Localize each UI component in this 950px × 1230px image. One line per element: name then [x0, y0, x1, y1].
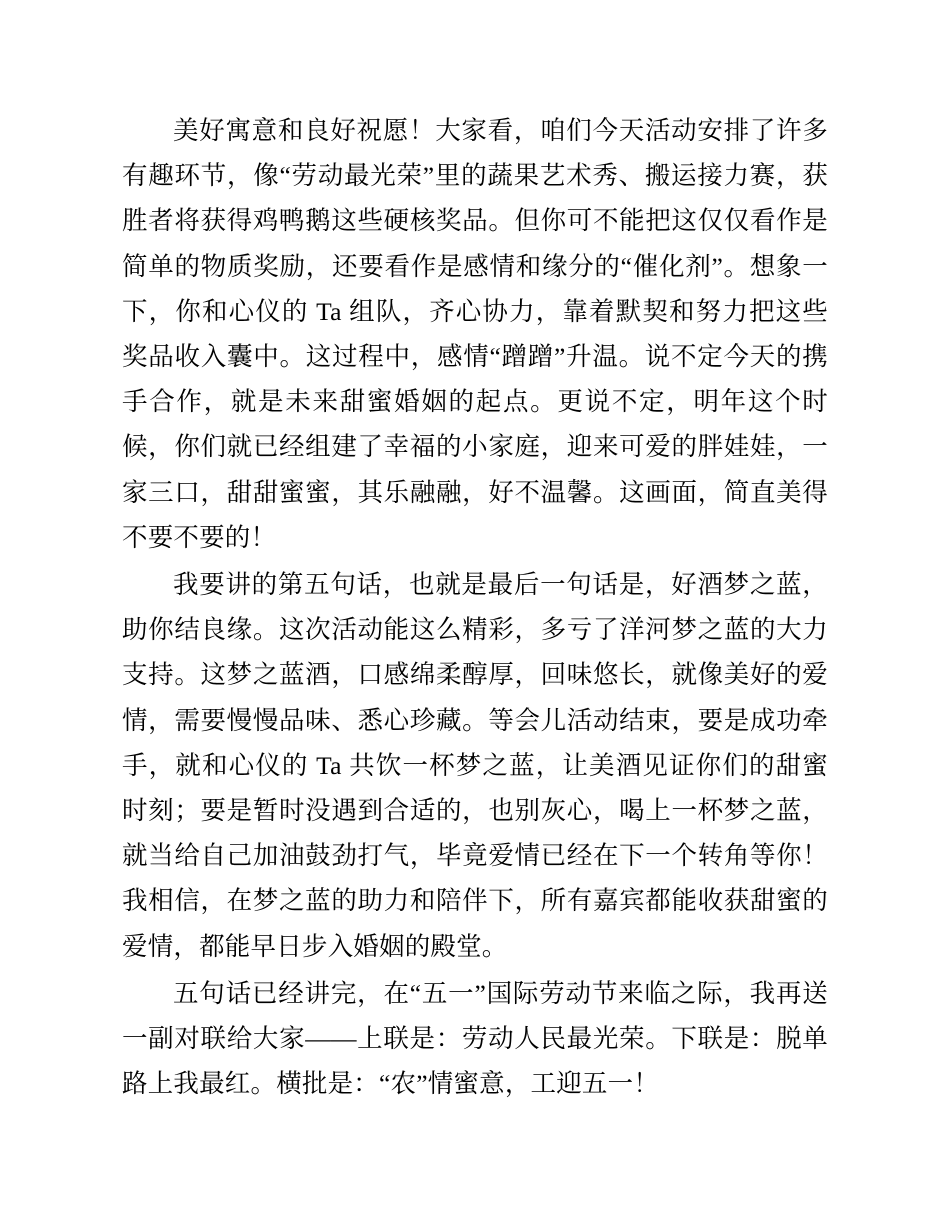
paragraph: 美好寓意和良好祝愿！大家看，咱们今天活动安排了许多有趣环节，像“劳动最光荣”里的蔬果艺术秀、搬运接力赛，获胜者将获得鸡鸭鹅这些硬核奖品。但你可不能把这仅仅看作是简单的物质奖励，还要看作是感情和缘分的“催化剂”。想象一下，你和心仪的 Ta 组队，齐心协力，靠着默契和努力把这些奖品收入囊中。这过程中，感情“蹭蹭”升温。说不定今天的携手合作，就是未来甜蜜婚姻的起点。更说不定，明年这个时候，你们就已经组建了幸福的小家庭，迎来可爱的胖娃娃，一家三口，甜甜蜜蜜，其乐融融，好不温馨。这画面，简直美得不要不要的！: [122, 116, 828, 552]
document-body: [122, 108, 828, 1106]
paragraph: 五句话已经讲完，在“五一”国际劳动节来临之际，我再送一副对联给大家——上联是：劳动人民最光荣。下联是：脱单路上我最红。横批是：“农”情蜜意，工迎五一！: [122, 978, 828, 1099]
paragraph: 我要讲的第五句话，也就是最后一句话是，好酒梦之蓝，助你结良缘。这次活动能这么精彩，多亏了洋河梦之蓝的大力支持。这梦之蓝酒，口感绵柔醇厚，回味悠长，就像美好的爱情，需要慢慢品味、悉心珍藏。等会儿活动结束，要是成功牵手，就和心仪的 Ta 共饮一杯梦之蓝，让美酒见证你们的甜蜜时刻；要是暂时没遇到合适的，也别灰心，喝上一杯梦之蓝，就当给自己加油鼓劲打气，毕竟爱情已经在下一个转角等你！我相信，在梦之蓝的助力和陪伴下，所有嘉宾都能收获甜蜜的爱情，都能早日步入婚姻的殿堂。: [122, 570, 828, 961]
